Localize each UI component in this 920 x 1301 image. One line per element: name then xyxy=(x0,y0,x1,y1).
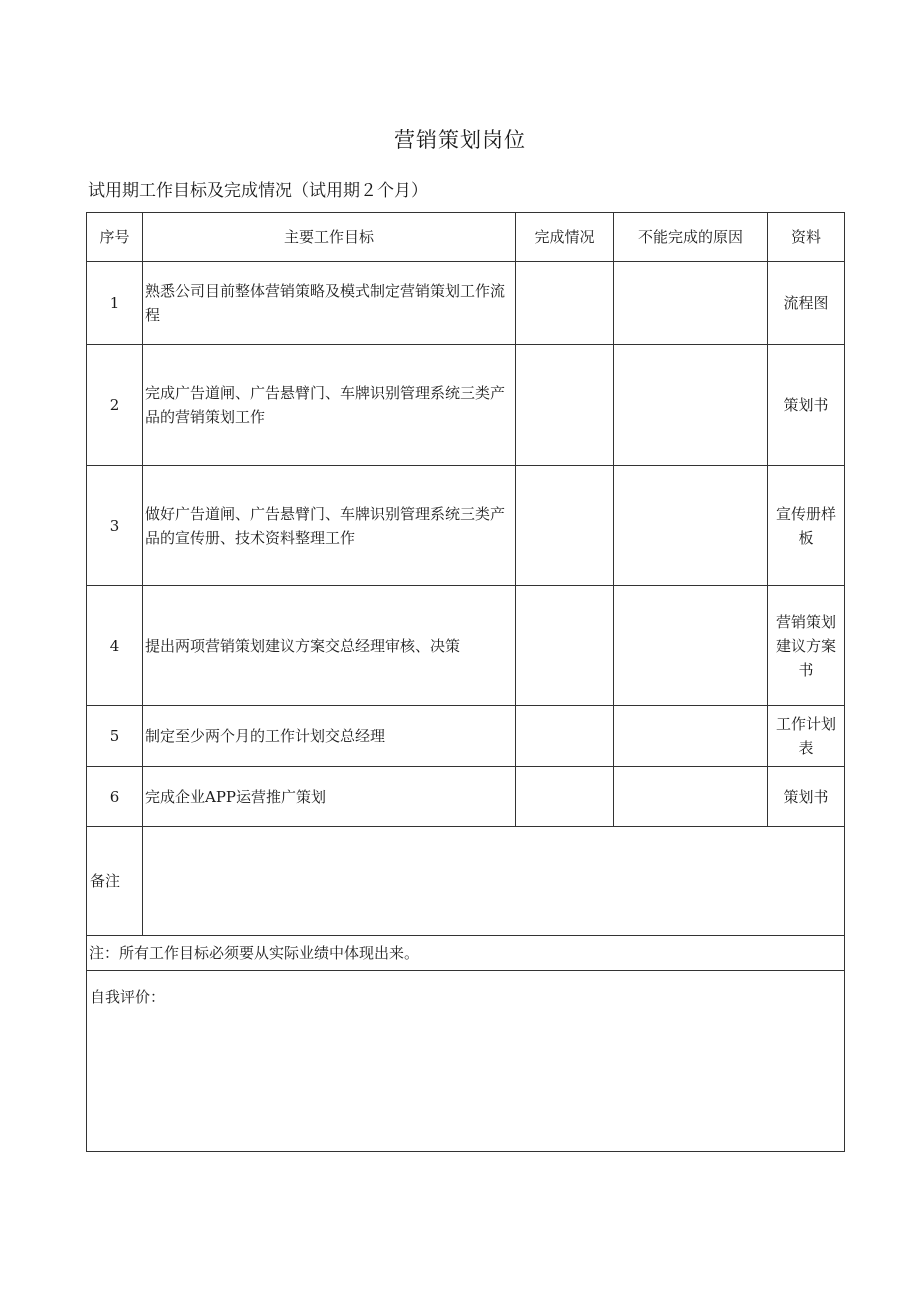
row-materials: 流程图 xyxy=(768,262,845,345)
row-materials: 宣传册样板 xyxy=(768,466,845,586)
header-no: 序号 xyxy=(87,213,143,262)
table-row xyxy=(87,466,845,586)
row-goal: 熟悉公司目前整体营销策略及模式制定营销策划工作流程 xyxy=(143,262,516,345)
row-reason[interactable] xyxy=(614,345,768,466)
row-number: 1 xyxy=(87,262,143,345)
remarks-label: 备注 xyxy=(87,827,143,936)
remarks-field[interactable] xyxy=(143,827,845,936)
row-reason[interactable] xyxy=(614,466,768,586)
row-goal: 完成企业APP运营推广策划 xyxy=(143,767,516,827)
row-status[interactable] xyxy=(516,262,614,345)
table-row xyxy=(87,262,845,345)
row-number: 6 xyxy=(87,767,143,827)
table-row xyxy=(87,706,845,767)
table-row xyxy=(87,586,845,706)
row-status[interactable] xyxy=(516,767,614,827)
row-reason[interactable] xyxy=(614,262,768,345)
row-reason[interactable] xyxy=(614,586,768,706)
row-reason[interactable] xyxy=(614,706,768,767)
row-goal: 制定至少两个月的工作计划交总经理 xyxy=(143,706,516,767)
row-goal: 提出两项营销策划建议方案交总经理审核、决策 xyxy=(143,586,516,706)
header-status: 完成情况 xyxy=(516,213,614,262)
page-title: 营销策划岗位 xyxy=(394,128,526,152)
row-materials: 策划书 xyxy=(768,767,845,827)
row-status[interactable] xyxy=(516,466,614,586)
row-number: 5 xyxy=(87,706,143,767)
header-reason: 不能完成的原因 xyxy=(614,213,768,262)
row-reason[interactable] xyxy=(614,767,768,827)
note-row xyxy=(87,936,845,971)
self-evaluation-row[interactable] xyxy=(87,971,845,1152)
remarks-row xyxy=(87,827,845,936)
row-goal: 完成广告道闸、广告悬臂门、车牌识别管理系统三类产品的营销策划工作 xyxy=(143,345,516,466)
note-text: 注：所有工作目标必须要从实际业绩中体现出来。 xyxy=(87,936,845,971)
header-row xyxy=(87,213,845,262)
header-goal: 主要工作目标 xyxy=(143,213,516,262)
row-status[interactable] xyxy=(516,345,614,466)
row-goal: 做好广告道闸、广告悬臂门、车牌识别管理系统三类产品的宣传册、技术资料整理工作 xyxy=(143,466,516,586)
subtitle: 试用期工作目标及完成情况（试用期２个月） xyxy=(88,181,428,201)
row-materials: 工作计划表 xyxy=(768,706,845,767)
self-evaluation-label: 自我评价： xyxy=(87,971,845,1152)
row-materials: 营销策划建议方案书 xyxy=(768,586,845,706)
row-number: 2 xyxy=(87,345,143,466)
row-number: 3 xyxy=(87,466,143,586)
table-row xyxy=(87,767,845,827)
row-status[interactable] xyxy=(516,586,614,706)
row-number: 4 xyxy=(87,586,143,706)
evaluation-table xyxy=(86,212,845,1152)
row-materials: 策划书 xyxy=(768,345,845,466)
row-status[interactable] xyxy=(516,706,614,767)
table-row xyxy=(87,345,845,466)
header-materials: 资料 xyxy=(768,213,845,262)
